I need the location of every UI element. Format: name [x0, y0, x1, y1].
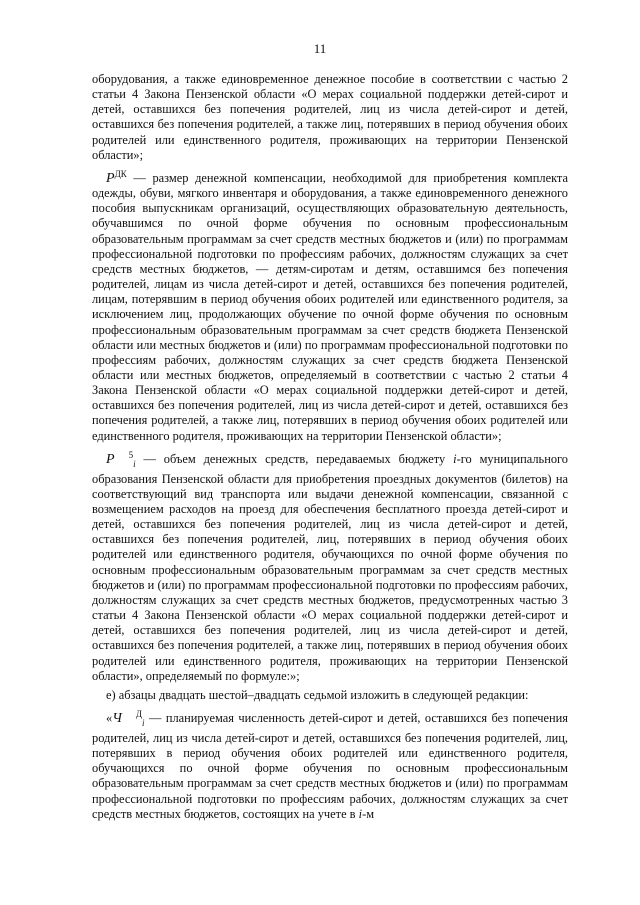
page-number: 11 [313, 41, 327, 56]
paragraph-continuation: оборудования, а также единовременное денежное пособие в соответствии с частью 2 статьи 4 Закона Пензенской области «О мерах социальной поддержки детей-сирот и детей, оставшихся без попечения родителей, лиц из числа детей-сирот и детей, оставшихся без попечения родителей, а также лиц, потерявших в период обучения обоих родителей или единственного родителя, проживающих на территории Пензенской области»; [92, 72, 568, 162]
paragraph-pdk-definition: $P^{ДК}$ — размер денежной компенсации, необходимой для приобретения комплекта одежды, обуви, мягкого инвентаря и оборудования, а также единовременного денежного пособия выпускникам организаций, осуществляющих образовательную деятельность, обучавшимся по очной форме обучения по основным профессиональным образовательным программам за счет средств местных бюджетов и (или) по программам профессиональной подготовки по профессиям рабочих, должностям служащих за счет средств местных бюджетов, — детям-сиротам и детям, оставшимся без попечения родителей, лицам из числа детей-сирот и детей, оставшихся без попечения родителей, лицам, потерявшим в период обучения обоих родителей или единственного родителя, за исключением лиц, продолжающих обучение по очной форме обучения по основным профессиональным образовательным программам за счет средств бюджета Пензенской области или местных бюджетов и (или) по программам профессиональной подготовки по профессиям рабочих, должностям служащих за счет средств бюджета Пензенской области или местных бюджетов, определяемый в соответствии с частью 2 статьи 4 Закона Пензенской области «О мерах социальной поддержки детей-сирот и детей, оставшихся без попечения родителей, лиц из числа детей-сирот и детей, оставшихся без попечения родителей, а также лиц, потерявших в период обучения обоих родителей или единственного родителя, проживающих на территории Пензенской области»; [92, 168, 568, 443]
formula-symbol-chdi: Ч $^Д_i$ [112, 709, 145, 728]
paragraph-p5-definition: P $^5_i$ — объем денежных средств, передаваемых бюджету i-го муниципального образования Пензенской области для приобретения проездных документов (билетов) на соответствующий вид транспорта или выдачи денежной компенсации, связанной с возмещением расходов на проезд для обеспечения бесплатного проезда детей-сирот и детей, оставшихся без попечения родителей, лиц из числа детей-сирот и детей, оставшихся без попечения родителей, лиц, потерявших в период обучения обоих родителей или единственного родителя, обучающихся по очной форме обучения по основным профессиональным образовательным программам за счет средств местных бюджетов и (или) по программам профессиональной подготовки по профессиям рабочих, должностям служащих за счет средств местных бюджетов, предусмотренных частью 3 статьи 4 Закона Пензенской области «О мерах социальной поддержки детей-сирот и детей, оставшихся без попечения родителей, лиц из числа детей-сирот и детей, оставшихся без попечения родителей, а также лиц, потерявших в период обучения обоих родителей или единственного родителя, проживающих на территории Пензенской области», определяемый по формуле:»; [92, 449, 568, 683]
paragraph-amendment-e: е) абзацы двадцать шестой–двадцать седьмой изложить в следующей редакции: [106, 687, 529, 702]
paragraph-chd-definition: «Ч $^Д_i$ — планируемая численность детей-сирот и детей, оставшихся без попечения родителей, лиц из числа детей-сирот и детей, оставшихся без попечения родителей, лиц, потерявших в период обучения обоих родителей или единственного родителя, обучающихся по очной форме обучения по основным профессиональным образовательным программам за счет средств местных бюджетов и (или) по программам профессиональной подготовки по профессиям рабочих, должностям служащих за счет средств местных бюджетов, состоящих на учете в i-м [92, 709, 568, 821]
formula-symbol-pdk: $P^{ДК}$ [106, 168, 127, 186]
formula-symbol-p5i: P $^5_i$ [106, 449, 136, 469]
document-body [92, 72, 568, 822]
